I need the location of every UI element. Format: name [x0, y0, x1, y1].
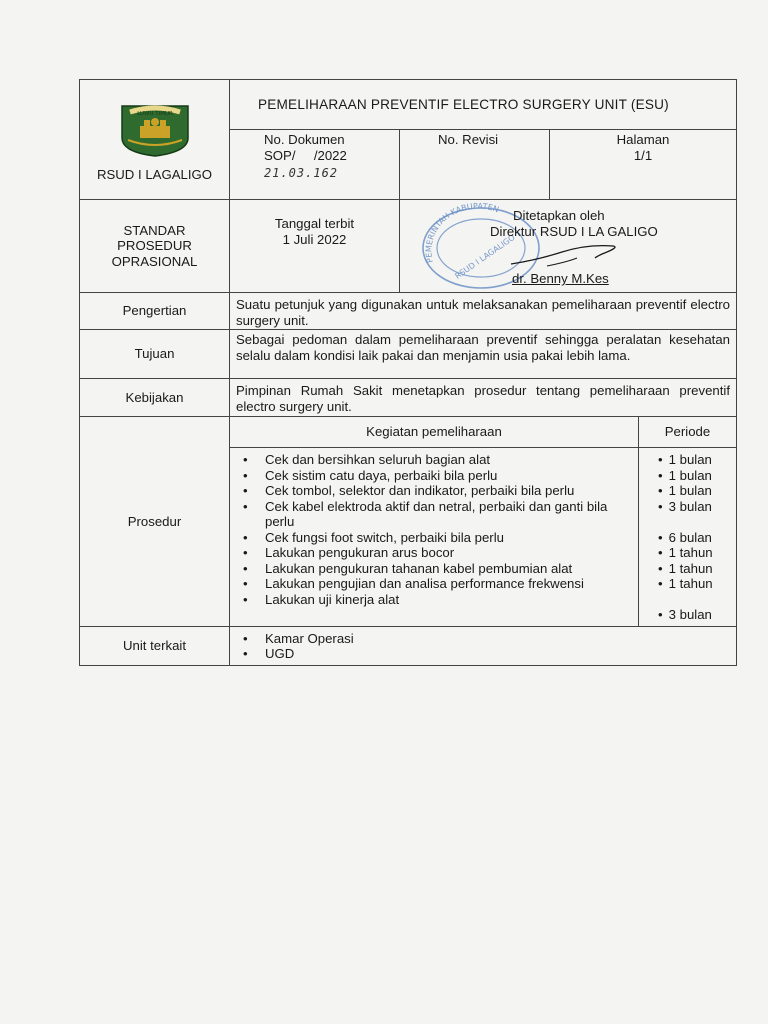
sop-detail-cell [230, 200, 736, 292]
period-text: 3 bulan [668, 607, 712, 622]
related-units-cell [230, 627, 736, 665]
bullet-icon: • [658, 560, 663, 576]
related-units-row [80, 626, 736, 665]
related-unit-item [240, 646, 730, 662]
bullet-icon: • [243, 576, 248, 591]
activity-text: Lakukan pengukuran arus bocor [265, 545, 455, 560]
activity-item [240, 452, 632, 468]
procedure-header [230, 417, 736, 448]
related-unit-text: UGD [265, 646, 295, 661]
sop-label-line1: STANDAR [123, 222, 186, 238]
period-item [639, 468, 736, 484]
bullet-icon: • [658, 467, 663, 483]
activity-item [240, 468, 632, 484]
page-label: Halaman [616, 132, 670, 147]
activity-text: Cek sistim catu daya, perbaiki bila perlu [265, 467, 498, 483]
period-item [639, 483, 736, 499]
sop-label-line3: OPRASIONAL [111, 253, 198, 269]
activity-text: Lakukan pengukuran tahanan kabel pembumian alat [265, 560, 573, 576]
bullet-icon: • [243, 483, 248, 498]
activity-text: Lakukan pengujian dan analisa performance frekwensi [265, 576, 584, 591]
activity-item [240, 561, 632, 577]
bullet-icon: • [658, 545, 663, 560]
bullet-icon: • [243, 467, 248, 483]
bullet-icon: • [243, 529, 248, 545]
bullet-icon: • [243, 545, 248, 560]
signature-icon [507, 240, 627, 270]
issue-date-value: 1 Juli 2022 [282, 231, 347, 247]
doc-info-row [230, 130, 736, 199]
period-text: 3 bulan [668, 498, 712, 514]
procedure-label: Prosedur [80, 417, 230, 626]
bullet-icon: • [243, 630, 248, 646]
period-item [639, 530, 736, 546]
policy-label: Kebijakan [80, 379, 230, 416]
doc-number-label: No. Dokumen [264, 132, 345, 147]
bullet-icon: • [658, 452, 663, 467]
related-units-list [240, 631, 730, 662]
procedure-table [230, 417, 736, 626]
bullet-icon: • [243, 591, 248, 607]
activity-item [240, 592, 632, 608]
activity-item [240, 499, 632, 530]
period-text: 6 bulan [668, 529, 712, 545]
policy-text: Pimpinan Rumah Sakit menetapkan prosedur tentang pemeliharaan preventif electro surgery unit. [236, 383, 730, 414]
period-text: 1 tahun [668, 560, 713, 576]
activity-item [240, 576, 632, 592]
period-text: 1 bulan [668, 467, 712, 483]
activity-text: Cek tombol, selektor dan indikator, perbaiki bila perlu [265, 483, 575, 498]
purpose-row [80, 329, 736, 378]
svg-text:PEMERINTAH KABUPATEN: PEMERINTAH KABUPATEN [424, 202, 501, 264]
related-unit-text: Kamar Operasi [265, 630, 354, 646]
period-item [639, 499, 736, 530]
related-units-label: Unit terkait [80, 627, 230, 665]
bullet-icon: • [243, 498, 248, 514]
doc-number-cell [230, 130, 400, 199]
procedure-body [230, 448, 736, 626]
approved-by-label: Ditetapkan oleh [513, 208, 605, 223]
procedure-row [80, 416, 736, 626]
bullet-icon: • [658, 483, 663, 498]
org-cell [80, 80, 230, 199]
svg-text:LUWU TIMUR: LUWU TIMUR [136, 111, 173, 117]
bullet-icon: • [243, 646, 248, 661]
revision-cell [400, 130, 550, 199]
title-block [230, 80, 736, 199]
period-list-cell [639, 448, 736, 626]
sop-row [80, 199, 736, 292]
sop-document [79, 79, 737, 666]
policy-row [80, 378, 736, 416]
activity-item [240, 483, 632, 499]
period-column-header: Periode [664, 424, 711, 440]
activity-column-header: Kegiatan pemeliharaan [230, 417, 639, 447]
period-item [639, 452, 736, 468]
period-text: 1 tahun [668, 576, 713, 591]
activity-list-cell [230, 448, 639, 626]
issue-date-cell [230, 200, 400, 292]
purpose-label: Tujuan [80, 330, 230, 378]
period-item [639, 561, 736, 577]
bullet-icon: • [658, 607, 663, 622]
bullet-icon: • [658, 576, 663, 591]
related-unit-item [240, 631, 730, 647]
period-item [639, 607, 736, 623]
activity-item [240, 530, 632, 546]
signatory-name: dr. Benny M.Kes [512, 271, 609, 286]
director-title: Direktur RSUD I LA GALIGO [490, 224, 658, 239]
activity-item [240, 545, 632, 561]
period-text: 1 bulan [668, 483, 712, 498]
definition-row [80, 292, 736, 329]
document-title: PEMELIHARAAN PREVENTIF ELECTRO SURGERY UNIT (ESU) [230, 80, 736, 130]
definition-label: Pengertian [80, 293, 230, 329]
bullet-icon: • [658, 529, 663, 545]
bullet-icon: • [243, 560, 248, 576]
activity-text: Cek kabel elektroda aktif dan netral, perbaiki dan ganti bila perlu [265, 498, 608, 529]
activity-list [240, 452, 632, 607]
org-name: RSUD I LAGALIGO [96, 167, 213, 182]
regency-logo-icon [118, 102, 192, 158]
issue-date-label: Tanggal terbit [274, 216, 355, 231]
sop-label-cell [80, 200, 230, 292]
page-value: 1/1 [633, 147, 653, 163]
revision-label: No. Revisi [438, 132, 499, 147]
period-text: 1 tahun [668, 545, 713, 560]
doc-number-value: SOP/ /2022 [264, 147, 347, 163]
page-cell [550, 130, 736, 199]
purpose-text: Sebagai pedoman dalam pemeliharaan preventif sehingga peralatan kesehatan selalu dalam kondisi laik pakai dan menjamin usia pakai lebih lama. [236, 332, 730, 363]
sop-label-line2: PROSEDUR [117, 238, 192, 254]
definition-text: Suatu petunjuk yang digunakan untuk melaksanakan pemeliharaan preventif electro surgery unit. [236, 297, 730, 328]
period-item [639, 545, 736, 561]
approval-cell [400, 200, 736, 292]
activity-text: Lakukan uji kinerja alat [265, 591, 400, 607]
header-row [80, 80, 736, 199]
bullet-icon: • [243, 452, 248, 467]
svg-text:RSUD I LAGALIGO: RSUD I LAGALIGO [453, 232, 517, 281]
doc-number-handwritten: 21.03.162 [264, 166, 339, 180]
activity-text: Cek dan bersihkan seluruh bagian alat [265, 452, 491, 467]
bullet-icon: • [658, 498, 663, 514]
period-item [639, 576, 736, 607]
activity-text: Cek fungsi foot switch, perbaiki bila perlu [265, 529, 504, 545]
period-text: 1 bulan [668, 452, 712, 467]
